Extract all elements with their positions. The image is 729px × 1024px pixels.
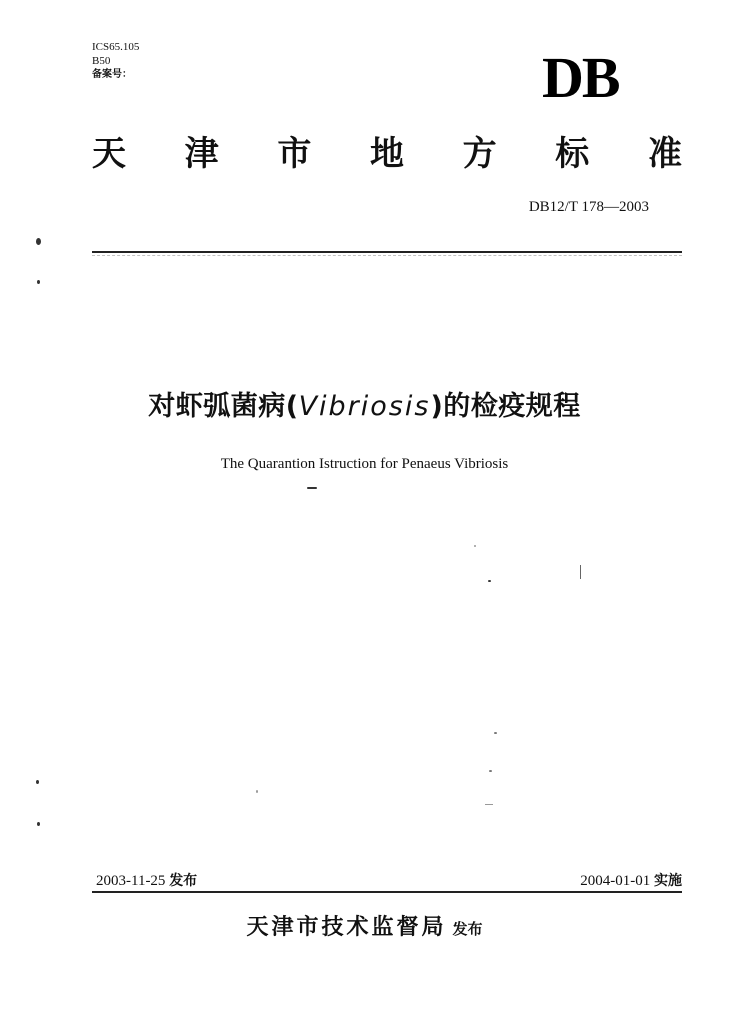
standard-type-char: 方 [462, 134, 497, 174]
publisher-suffix: 发布 [452, 920, 483, 938]
standard-type-char: 市 [277, 134, 312, 174]
effective-date-value: 2004-01-01 [580, 873, 651, 889]
scan-speck [488, 580, 491, 582]
issue-date [96, 870, 197, 890]
db-mark: DB [542, 45, 619, 110]
scan-speck [37, 280, 40, 284]
scan-speck [37, 822, 40, 826]
ics-block [92, 40, 139, 82]
publisher-name: 天津市技术监督局 [246, 915, 447, 940]
document-title [0, 387, 729, 427]
title-latin: Vibriosis [298, 391, 431, 422]
title-suffix: )的检疫规程 [430, 391, 581, 422]
record-number-label: 备案号： [92, 69, 132, 80]
scan-speck [256, 790, 258, 793]
standard-type-char: 地 [369, 134, 404, 174]
scan-speck [580, 565, 581, 579]
scan-speck [307, 487, 317, 489]
top-divider-shadow [92, 255, 682, 256]
scan-speck [494, 732, 497, 734]
standard-type-heading [92, 132, 682, 176]
ics-code: ICS65.105 [92, 41, 140, 53]
scan-speck [36, 238, 41, 245]
effective-label: 实施 [654, 873, 682, 889]
class-code: B50 [92, 55, 111, 67]
effective-date [580, 870, 682, 890]
standard-number: DB12/T 178—2003 [528, 199, 649, 215]
scan-speck [474, 545, 476, 547]
standard-type-char: 准 [647, 134, 682, 174]
publisher-line [0, 910, 729, 941]
scan-speck [489, 770, 492, 772]
top-divider [92, 251, 682, 253]
standard-type-char: 天 [92, 134, 126, 174]
standard-type-char: 标 [555, 134, 590, 174]
issue-date-value: 2003-11-25 [96, 873, 166, 889]
title-prefix: 对虾弧菌病( [148, 391, 299, 422]
scan-speck [485, 804, 493, 805]
bottom-divider [92, 891, 682, 893]
issue-label: 发布 [169, 873, 198, 889]
standard-type-char: 津 [184, 134, 219, 174]
scan-speck [36, 780, 39, 784]
document-subtitle: The Quarantion Istruction for Penaeus Vibriosis [220, 456, 509, 472]
